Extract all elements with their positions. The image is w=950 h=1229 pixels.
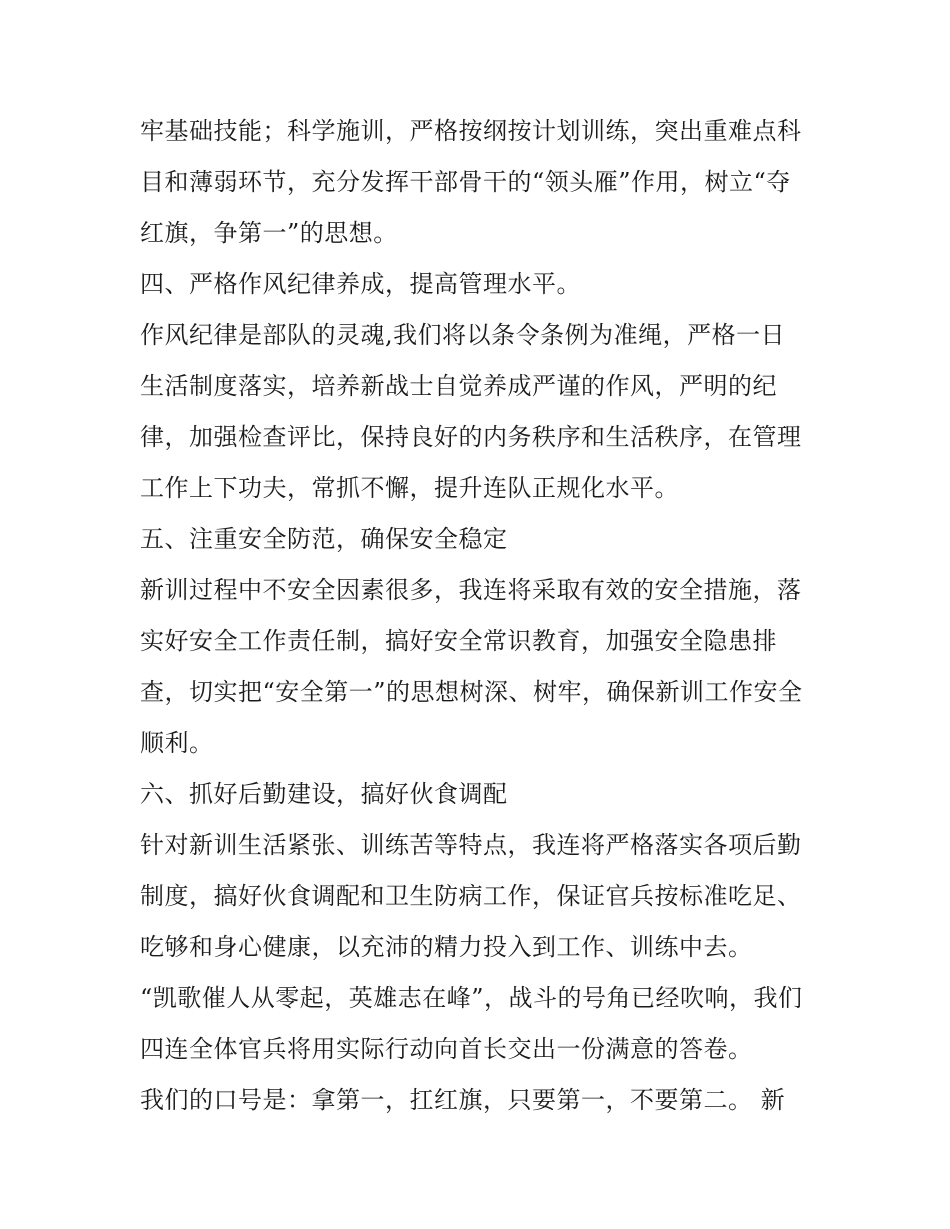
text-line: 工作上下功夫，常抓不懈，提升连队正规化水平。: [140, 474, 679, 502]
text-line: 针对新训生活紧张、训练苦等特点，我连将严格落实各项后勤: [140, 831, 802, 859]
text-line: 四连全体官兵将用实际行动向首长交出一份满意的答卷。: [140, 1035, 753, 1063]
section-heading-5: 五、注重安全防范，确保安全稳定: [140, 525, 508, 553]
section-heading-6: 六、抓好后勤建设，搞好伙食调配: [140, 780, 508, 808]
text-line: 生活制度落实，培养新战士自觉养成严谨的作风，严明的纪: [140, 372, 777, 400]
text-line: 目和薄弱环节，充分发挥干部骨干的“领头雁”作用，树立“夺: [140, 168, 791, 196]
text-line: 新训过程中不安全因素很多，我连将采取有效的安全措施，落: [140, 576, 802, 604]
text-line: “凯歌催人从零起，英雄志在峰”，战斗的号角已经吹响，我们: [140, 984, 803, 1012]
text-line: 查，切实把“安全第一”的思想树深、树牢，确保新训工作安全: [140, 678, 803, 706]
text-line: 吃够和身心健康，以充沛的精力投入到工作、训练中去。: [140, 933, 753, 961]
text-line: 顺利。: [140, 729, 214, 757]
text-line: 律，加强检查评比，保持良好的内务秩序和生活秩序，在管理: [140, 423, 802, 451]
text-line: 实好安全工作责任制，搞好安全常识教育，加强安全隐患排: [140, 627, 777, 655]
section-heading-4: 四、严格作风纪律养成，提高管理水平。: [140, 270, 581, 298]
slogan-line: 我们的口号是：拿第一，扛红旗，只要第一，不要第二。 新: [140, 1086, 786, 1114]
text-line: 作风纪律是部队的灵魂,我们将以条令条例为准绳，严格一日: [140, 321, 786, 349]
document-body: [140, 106, 820, 1126]
text-line: 制度，搞好伙食调配和卫生防病工作，保证官兵按标准吃足、: [140, 882, 802, 910]
text-line: 红旗，争第一”的思想。: [140, 219, 398, 247]
text-line: 牢基础技能；科学施训，严格按纲按计划训练，突出重难点科: [140, 117, 802, 145]
